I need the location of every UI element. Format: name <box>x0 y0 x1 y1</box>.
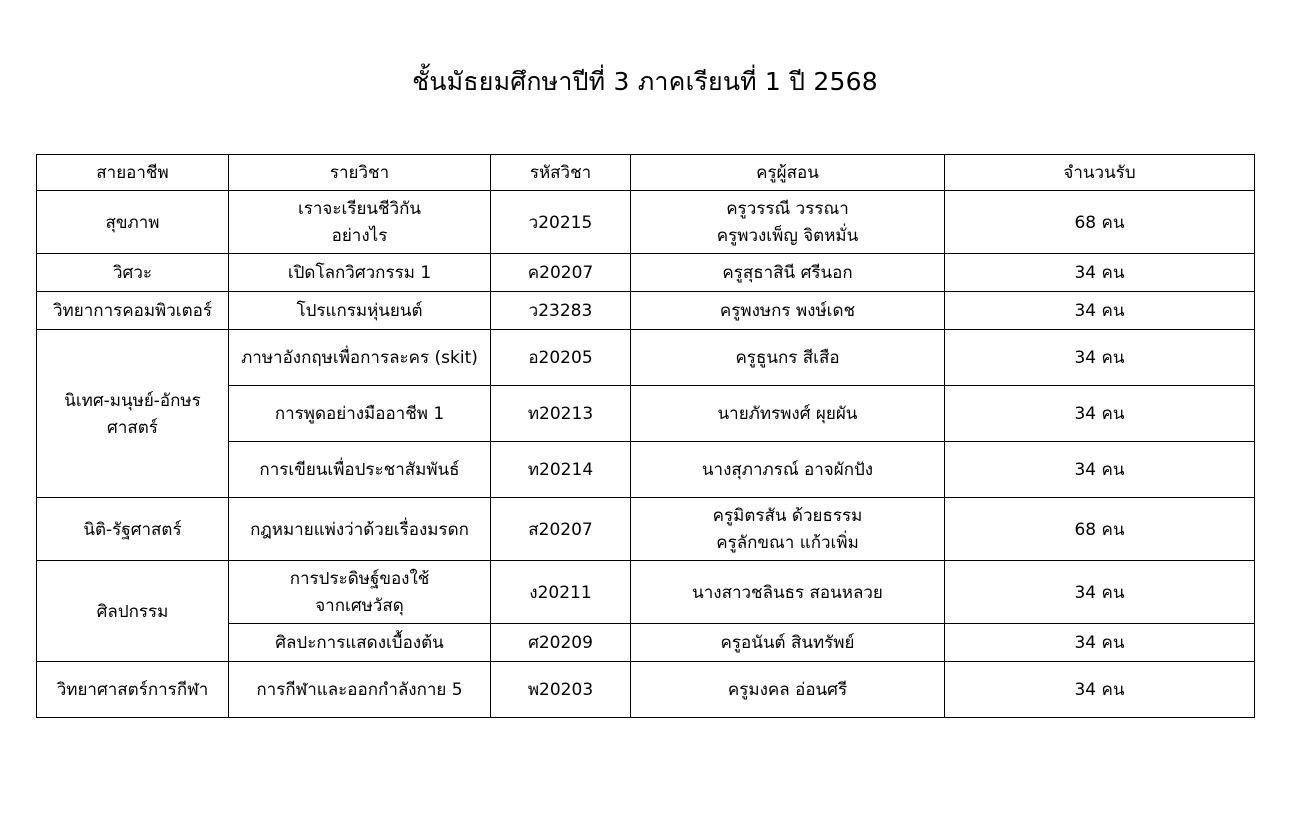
cell-career: วิศวะ <box>37 254 229 292</box>
table-row <box>37 292 1255 330</box>
cell-teacher: นางสุภาภรณ์ อาจผักปัง <box>631 442 945 498</box>
cell-subject: กฎหมายแพ่งว่าด้วยเรื่องมรดก <box>229 498 491 561</box>
cell-seats: 34 คน <box>945 254 1255 292</box>
cell-code: ค20207 <box>491 254 631 292</box>
cell-seats: 34 คน <box>945 292 1255 330</box>
cell-seats: 34 คน <box>945 330 1255 386</box>
cell-subject <box>229 561 491 624</box>
table-row <box>37 191 1255 254</box>
column-header-seats: จำนวนรับ <box>945 155 1255 191</box>
table-body <box>37 191 1255 718</box>
cell-teacher: ครูพงษกร พงษ์เดช <box>631 292 945 330</box>
cell-seats: 34 คน <box>945 662 1255 718</box>
career-line-1: นิเทศ-มนุษย์-อักษร <box>64 390 201 411</box>
cell-teacher: ครูสุธาสินี ศรีนอก <box>631 254 945 292</box>
cell-code: ท20214 <box>491 442 631 498</box>
cell-teacher: นายภัทรพงศ์ ผุยผัน <box>631 386 945 442</box>
table-row <box>37 561 1255 624</box>
column-header-subject: รายวิชา <box>229 155 491 191</box>
table-header <box>37 155 1255 191</box>
career-line-2: ศาสตร์ <box>107 417 158 438</box>
column-header-career: สายอาชีพ <box>37 155 229 191</box>
cell-teacher <box>631 191 945 254</box>
cell-career: สุขภาพ <box>37 191 229 254</box>
cell-career: ศิลปกรรม <box>37 561 229 662</box>
cell-teacher: ครูมงคล อ่อนศรี <box>631 662 945 718</box>
teacher-line-2: ครูลักขณา แก้วเพิ่ม <box>716 533 859 553</box>
cell-subject <box>229 191 491 254</box>
cell-subject: ศิลปะการแสดงเบื้องต้น <box>229 624 491 662</box>
cell-teacher: นางสาวชลินธร สอนหลวย <box>631 561 945 624</box>
cell-career: วิทยาศาสตร์การกีฬา <box>37 662 229 718</box>
column-header-code: รหัสวิชา <box>491 155 631 191</box>
cell-code: พ20203 <box>491 662 631 718</box>
cell-teacher: ครูอนันต์ สินทรัพย์ <box>631 624 945 662</box>
cell-seats: 68 คน <box>945 498 1255 561</box>
cell-subject: เปิดโลกวิศวกรรม 1 <box>229 254 491 292</box>
cell-career: นิติ-รัฐศาสตร์ <box>37 498 229 561</box>
subject-line-2: อย่างไร <box>331 226 388 246</box>
table-row <box>37 662 1255 718</box>
course-table-container <box>36 154 1254 718</box>
cell-code: ว20215 <box>491 191 631 254</box>
teacher-line-2: ครูพวงเพ็ญ จิตหมั่น <box>716 226 859 246</box>
cell-teacher <box>631 498 945 561</box>
teacher-line-1: ครูวรรณี วรรณา <box>726 199 849 219</box>
cell-seats: 68 คน <box>945 191 1255 254</box>
cell-subject: ภาษาอังกฤษเพื่อการละคร (skit) <box>229 330 491 386</box>
cell-code: ท20213 <box>491 386 631 442</box>
subject-line-2: จากเศษวัสดุ <box>315 596 404 616</box>
cell-code: ส20207 <box>491 498 631 561</box>
course-table <box>36 154 1255 718</box>
cell-seats: 34 คน <box>945 561 1255 624</box>
cell-seats: 34 คน <box>945 386 1255 442</box>
cell-code: ศ20209 <box>491 624 631 662</box>
cell-subject: การกีฬาและออกกำลังกาย 5 <box>229 662 491 718</box>
page-title: ชั้นมัธยมศึกษาปีที่ 3 ภาคเรียนที่ 1 ปี 2568 <box>412 67 878 96</box>
cell-seats: 34 คน <box>945 624 1255 662</box>
cell-seats: 34 คน <box>945 442 1255 498</box>
teacher-line-1: ครูมิตรสัน ด้วยธรรม <box>712 506 863 526</box>
table-header-row <box>37 155 1255 191</box>
subject-line-1: การประดิษฐ์ของใช้ <box>289 569 430 589</box>
cell-career <box>37 330 229 498</box>
cell-code: อ20205 <box>491 330 631 386</box>
cell-subject: การพูดอย่างมืออาชีพ 1 <box>229 386 491 442</box>
cell-subject: โปรแกรมหุ่นยนต์ <box>229 292 491 330</box>
cell-teacher: ครูธูนกร สีเสือ <box>631 330 945 386</box>
table-row <box>37 330 1255 386</box>
cell-subject: การเขียนเพื่อประชาสัมพันธ์ <box>229 442 491 498</box>
cell-career: วิทยาการคอมพิวเตอร์ <box>37 292 229 330</box>
column-header-teacher: ครูผู้สอน <box>631 155 945 191</box>
table-row <box>37 254 1255 292</box>
cell-code: ว23283 <box>491 292 631 330</box>
cell-code: ง20211 <box>491 561 631 624</box>
subject-line-1: เราจะเรียนชีวิกัน <box>297 199 422 219</box>
table-row <box>37 498 1255 561</box>
